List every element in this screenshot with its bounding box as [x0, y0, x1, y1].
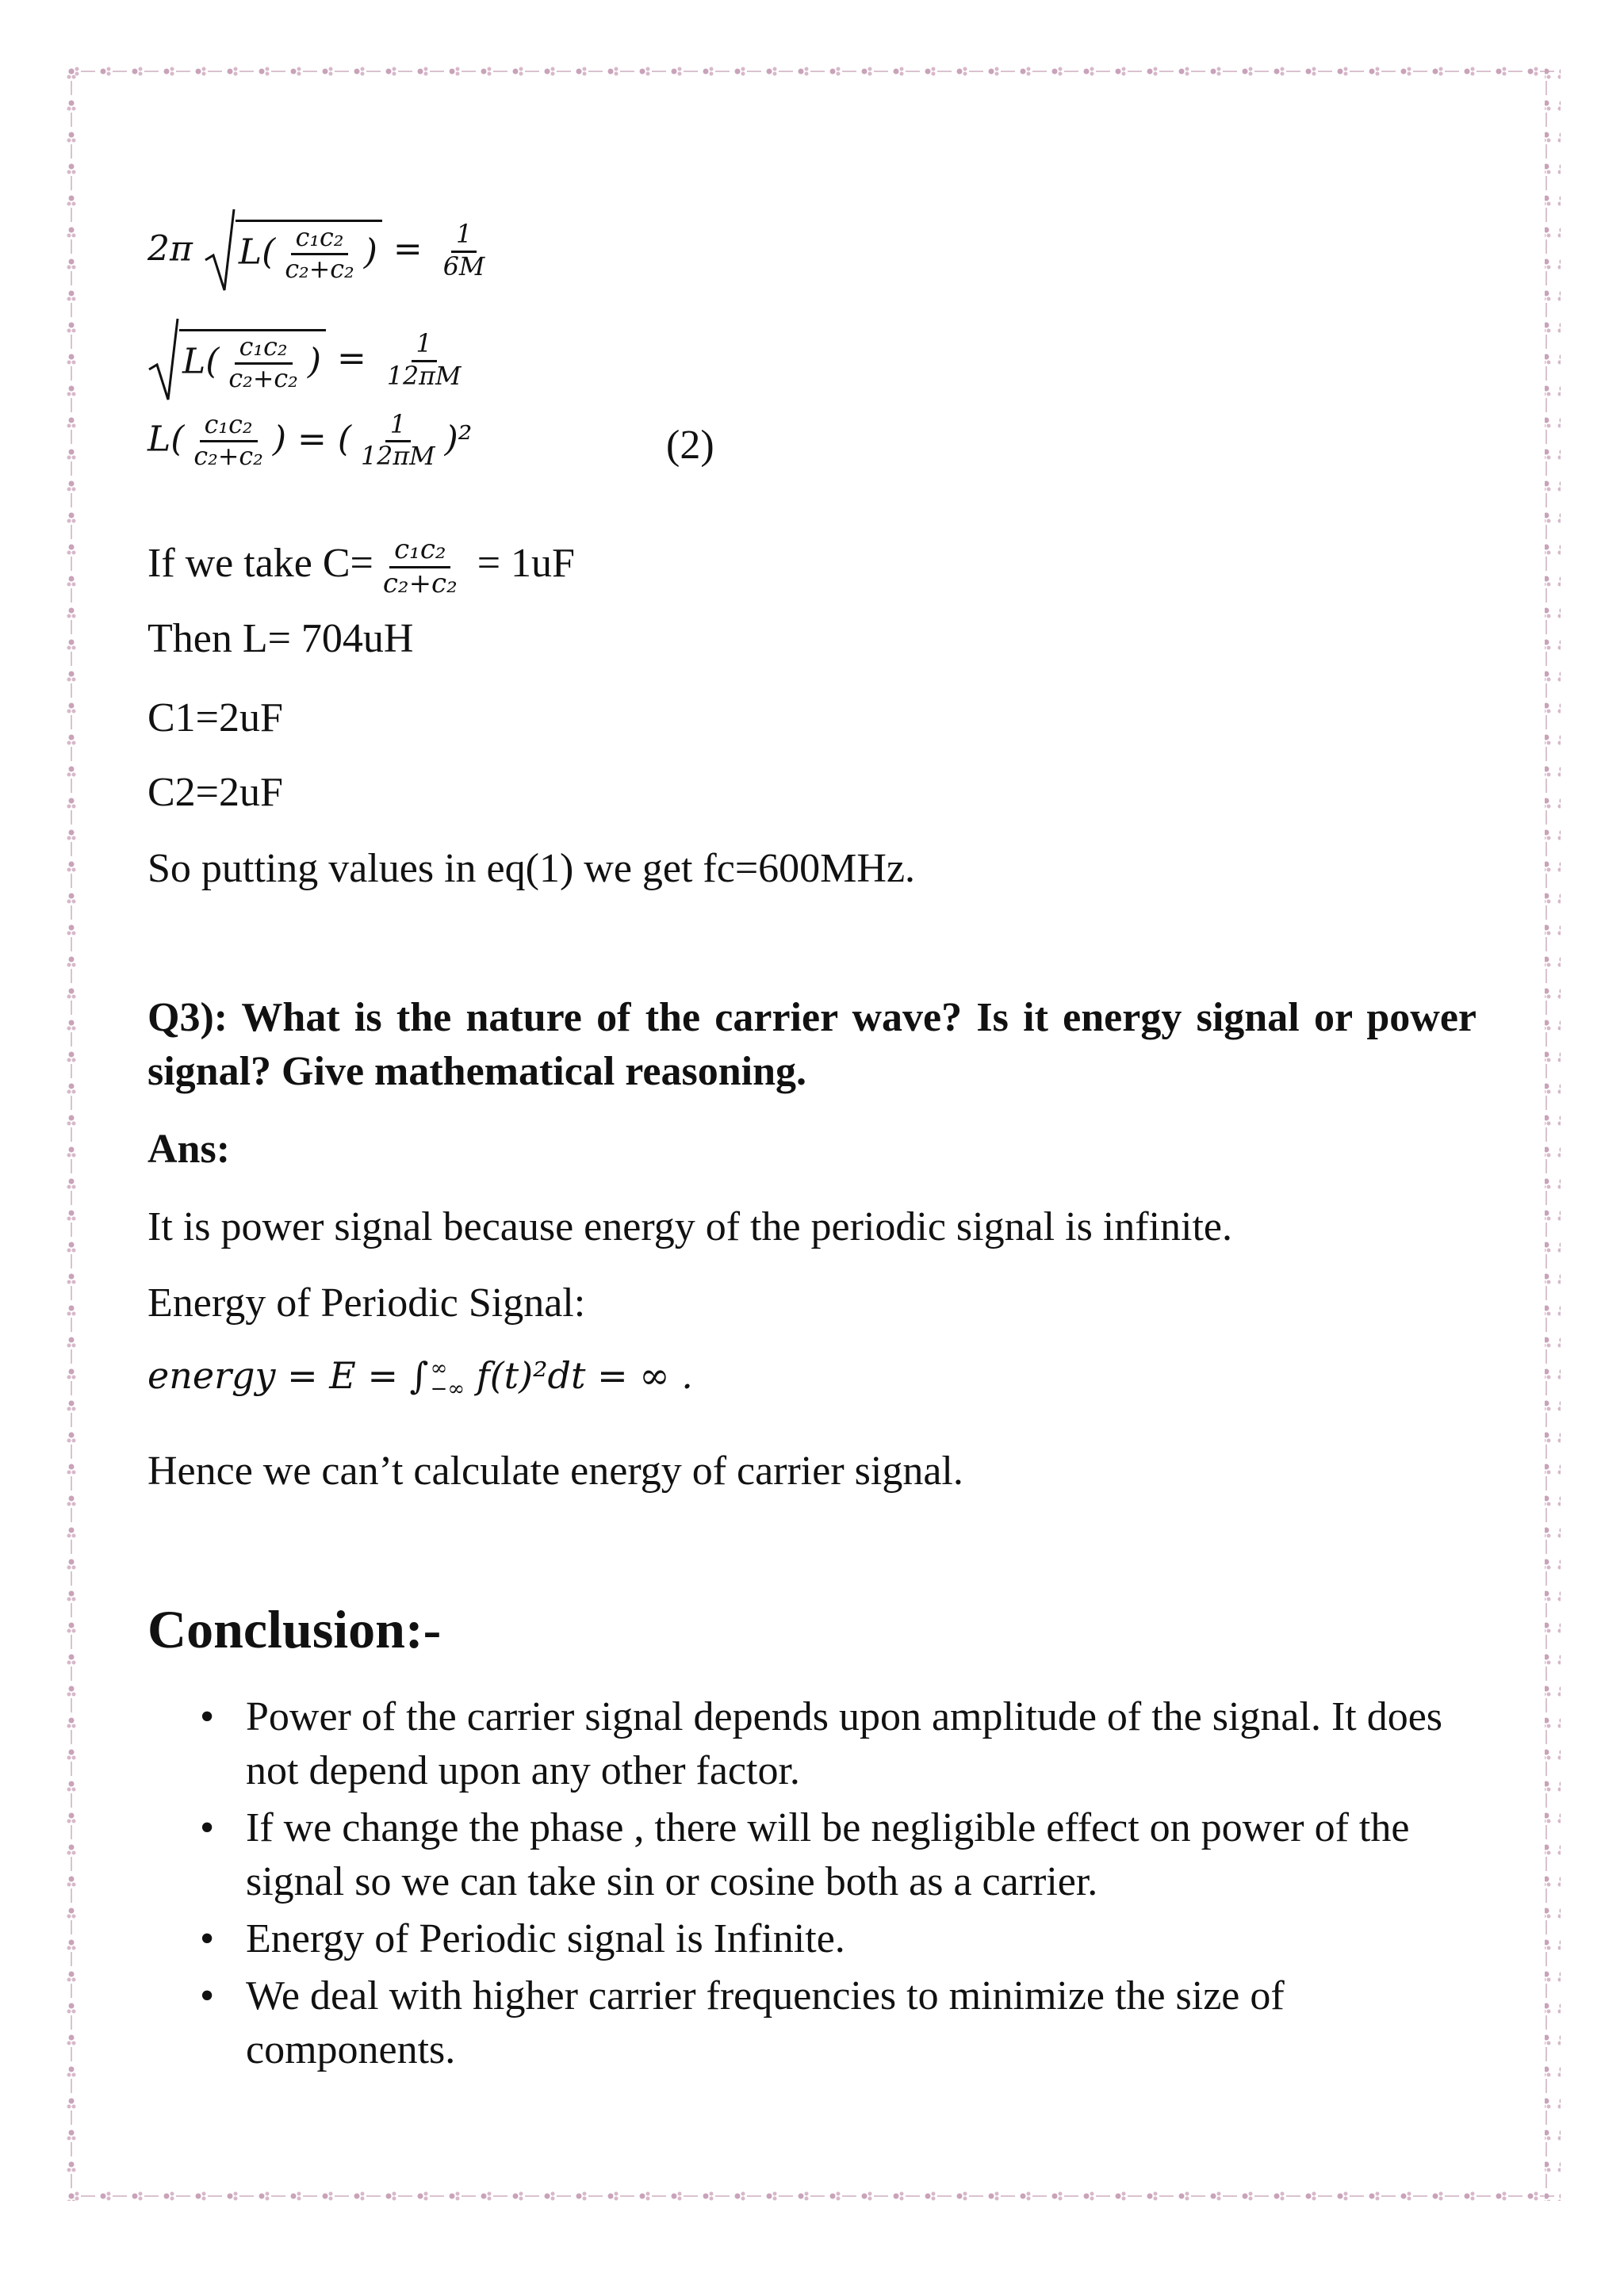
- sqrt-symbol: [147, 317, 179, 404]
- fraction-c1c2: $\frac{\text{c₁c₂}}{\text{c₂+c₂}}$: [193, 411, 263, 472]
- fraction-rhs: $\frac{1}{12\pi M}$: [386, 330, 462, 391]
- fraction-c1c2: $\frac{\text{c₁c₂}}{\text{c₂+c₂}}$: [285, 223, 354, 284]
- radicand: L( $\frac{\text{c₁c₂}}{\text{c₂+c₂}}$ ): [179, 329, 326, 393]
- bullet-icon: •: [200, 1694, 215, 1739]
- equation-3: L( $\frac{\text{c₁c₂}}{\text{c₂+c₂}}$ ) = ( $\frac{1}{12\pi M}$ )²: [147, 411, 473, 472]
- fraction-rhs: $\frac{1}{12\pi M}$: [361, 411, 435, 472]
- q3-line-3: Hence we can’t calculate energy of carrier signal.: [147, 1448, 963, 1494]
- fraction-c: $\frac{\text{c₁c₂}}{\text{c₂+c₂}}$: [382, 534, 458, 599]
- fraction-c1c2: $\frac{\text{c₁c₂}}{\text{c₂+c₂}}$: [228, 332, 298, 393]
- two-pi: 2π: [147, 228, 193, 270]
- list-item: • If we change the phase , there will be negligible effect on power of the signal so we can take sin or cosine both as a carrier.: [147, 1801, 1448, 1909]
- equation-2: L( $\frac{\text{c₁c₂}}{\text{c₂+c₂}}$ ) = $\frac{1}{12\pi M}$: [147, 317, 470, 404]
- fraction-rhs: $\frac{1}{6M}$: [442, 220, 485, 281]
- q3-line-2: Energy of Periodic Signal:: [147, 1280, 586, 1326]
- bullet-icon: •: [200, 1973, 215, 2019]
- putting-values-line: So putting values in eq(1) we get fc=600MHz.: [147, 846, 916, 891]
- if-we-take-line: If we take C= $\frac{\text{c₁c₂}}{\text{c₂+c₂}}$ = 1uF: [147, 534, 575, 599]
- list-item: • Energy of Periodic signal is Infinite.: [147, 1912, 1448, 1966]
- equation-number: (2): [666, 423, 714, 468]
- radicand: L( $\frac{\text{c₁c₂}}{\text{c₂+c₂}}$ ): [236, 220, 382, 284]
- list-item: • We deal with higher carrier frequencies to minimize the size of components.: [147, 1969, 1448, 2077]
- equation-1: 2π L( $\frac{\text{c₁c₂}}{\text{c₂+c₂}}$ ) = $\frac{1}{6M}$: [147, 208, 494, 295]
- conclusion-heading: Conclusion:-: [147, 1599, 442, 1659]
- q3-question: Q3): What is the nature of the carrier wave? Is it energy signal or power signal? Give mathematical reasoning.: [147, 995, 1477, 1094]
- c2-line: C2=2uF: [147, 770, 283, 815]
- c1-line: C1=2uF: [147, 695, 283, 740]
- q3-line-1: It is power signal because energy of the periodic signal is infinite.: [147, 1204, 1232, 1249]
- sqrt-symbol: [204, 208, 236, 295]
- ans-label: Ans:: [147, 1127, 231, 1172]
- bullet-icon: •: [200, 1916, 215, 1961]
- energy-equation: energy = E = ∫ ∞ −∞ f(t)²dt = ∞ .: [147, 1354, 693, 1401]
- conclusion-list: [147, 1690, 1448, 2080]
- bullet-icon: •: [200, 1805, 215, 1850]
- then-l-line: Then L= 704uH: [147, 616, 414, 661]
- list-item: • Power of the carrier signal depends upon amplitude of the signal. It does not depend upon any other factor.: [147, 1690, 1448, 1798]
